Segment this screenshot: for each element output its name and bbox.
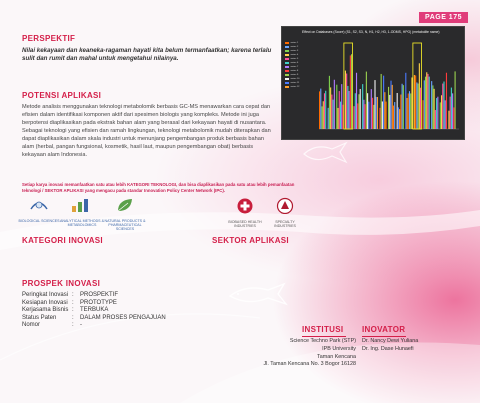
chart-bar [414, 75, 415, 129]
legend-swatch [285, 62, 289, 64]
chart-legend [285, 41, 313, 89]
legend-swatch [285, 82, 289, 84]
inovator-line: Dr. Nancy Dewi Yuliana [362, 338, 419, 344]
prospek-table [22, 292, 166, 330]
chart-bar [383, 76, 384, 129]
inovator-details [362, 338, 418, 354]
chart-bar [336, 85, 337, 129]
legend-entry [285, 77, 313, 81]
chart-bar [400, 95, 401, 129]
legend-swatch [285, 46, 289, 48]
legend-entry [285, 61, 313, 65]
chart-bar [435, 110, 436, 129]
chart-bar [381, 74, 382, 129]
chart-bar [384, 92, 385, 129]
institusi-underline [302, 336, 346, 337]
kategori-title: KATEGORI INOVASI [22, 236, 103, 245]
prospek-value: TERBUKA [80, 307, 109, 313]
category-logo-natural-products [103, 197, 147, 231]
specialty-industry-icon [275, 197, 295, 214]
legend-entry [285, 45, 313, 49]
fish-icon [226, 280, 288, 310]
chart-title: Effect on Databases (Score) (S1, S2, S3, N, H1, H2, H3, 1-ODMS, HPG) (metabolite name) [302, 30, 440, 34]
chart-bar [423, 100, 424, 129]
institusi-line: Science Techno Park (STP) [289, 338, 356, 344]
chart-bar [321, 106, 322, 129]
chart-bar [345, 71, 346, 129]
category-logo-biological [17, 197, 61, 223]
inovator-title: INOVATOR [362, 325, 406, 334]
chart-bar [357, 103, 358, 129]
prospek-key: Nomor [22, 322, 41, 328]
chart-bar [388, 87, 389, 129]
chart-bar [419, 63, 420, 129]
legend-swatch [285, 42, 289, 44]
legend-swatch [285, 74, 289, 76]
chart-bar [455, 71, 456, 129]
chart-bar [349, 91, 350, 129]
institusi-line: Jl. Taman Kencana No. 3 Bogor 16128 [263, 361, 356, 368]
chart-bar [409, 91, 410, 129]
chart-bar [323, 101, 324, 129]
legend-swatch [285, 50, 289, 52]
chart-bar [386, 102, 387, 129]
chart-bar [410, 93, 411, 129]
sector-logo-health [224, 197, 266, 228]
chart-bar [363, 100, 364, 129]
prospek-row [22, 315, 166, 323]
legend-label: series 4 [290, 53, 299, 56]
legend-label: series 11 [290, 81, 300, 84]
chart-bar [331, 95, 332, 129]
chart-bar [436, 98, 437, 129]
chart-bar [341, 84, 342, 129]
prospek-separator: : [72, 292, 74, 298]
chart-bar [441, 95, 442, 129]
prospek-key: Peringkat Inovasi [22, 292, 69, 298]
chart-bar [398, 107, 399, 129]
chart-bar [415, 75, 416, 129]
legend-label: series 12 [290, 85, 300, 88]
category-label: NATURAL PRODUCTS & PHARMACEUTICAL SCIENCES [104, 219, 146, 232]
prospek-separator: : [72, 299, 74, 306]
prospek-value: PROTOTYPE [80, 299, 117, 306]
chart-bar [325, 91, 326, 129]
chart-bar [337, 108, 338, 129]
chart-bar [354, 106, 355, 129]
chart-bar [376, 97, 377, 129]
chart-bar [351, 54, 352, 129]
chart-bar [366, 72, 367, 129]
legend-label: series 1 [290, 41, 299, 44]
chart-bar [379, 108, 380, 129]
category-logo-analytical [60, 197, 104, 227]
chart-bar [397, 93, 398, 129]
chart-bar [328, 108, 329, 129]
legend-label: series 7 [290, 65, 299, 68]
metabolomics-chart-image [281, 26, 465, 140]
chart-bar [350, 55, 351, 129]
prospek-separator: : [72, 314, 74, 321]
prospek-title: PROSPEK INOVASI [22, 279, 101, 288]
chart-bar [334, 80, 335, 129]
inovator-underline [362, 336, 406, 337]
chart-bar [329, 76, 330, 129]
chart-bar [394, 102, 395, 129]
chart-bar [333, 100, 334, 129]
chart-bar [405, 73, 406, 129]
legend-swatch [285, 58, 289, 60]
legend-entry [285, 49, 313, 53]
sector-logo-specialty [264, 197, 306, 228]
chart-bar [360, 89, 361, 129]
legend-swatch [285, 66, 289, 68]
chart-bar [451, 88, 452, 129]
chart-bar [368, 102, 369, 129]
perspektif-title: PERSPEKTIF [22, 34, 76, 43]
chart-bar [445, 100, 446, 129]
prospek-value: PROSPEKTIF [80, 292, 119, 298]
chart-bar [442, 84, 443, 129]
chart-bar [425, 77, 426, 129]
chart-bar [382, 101, 383, 129]
potensi-title: POTENSI APLIKASI [22, 91, 102, 100]
institusi-line: Taman Kencana [317, 353, 356, 360]
chart-bar [411, 77, 412, 129]
legend-entry [285, 81, 313, 85]
chart-bar [320, 89, 321, 129]
prospek-separator: : [72, 322, 74, 328]
chart-bar [453, 107, 454, 129]
legend-label: series 5 [290, 57, 299, 60]
page-number-badge: PAGE 175 [419, 12, 468, 23]
biology-icon [28, 197, 50, 213]
chart-bar [358, 94, 359, 129]
chart-bar [402, 84, 403, 129]
chart-bar [342, 105, 343, 129]
chart-bar [420, 88, 421, 129]
prospek-row [22, 292, 166, 300]
chart-bar [392, 85, 393, 129]
chart-bar [406, 98, 407, 129]
chart-bar [393, 106, 394, 129]
chart-bar [434, 89, 435, 129]
chart-bar [446, 73, 447, 129]
chart-bar [424, 80, 425, 129]
legend-label: series 2 [290, 45, 299, 48]
legend-swatch [285, 78, 289, 80]
chart-bar [448, 111, 449, 129]
chart-bar [418, 84, 419, 129]
chart-bar [362, 84, 363, 129]
legend-entry [285, 65, 313, 69]
fish-icon [300, 140, 348, 166]
chart-bar [330, 87, 331, 129]
inovator-line: Dr. Ing. Dase Hunaefi [362, 345, 414, 352]
legend-entry [285, 53, 313, 57]
chart-bar [390, 81, 391, 129]
prospek-row [22, 322, 166, 330]
chart-bar [356, 73, 357, 129]
prospek-key: Status Paten [22, 314, 57, 321]
legend-swatch [285, 70, 289, 72]
leaf-icon [114, 197, 136, 213]
prospek-key: Kerjasama Bisnis [22, 307, 69, 313]
chart-bar [432, 85, 433, 129]
prospek-row [22, 307, 166, 315]
chart-bar [367, 93, 368, 129]
chart-bar [426, 72, 427, 129]
chart-plot [315, 39, 461, 135]
chart-bar [450, 97, 451, 129]
institusi-title: INSTITUSI [302, 325, 344, 334]
perspektif-quote: Nilai kekayaan dan keaneka-ragaman hayati kita belum termanfaatkan; karena terlalu sulit dan rumit dan mahal untuk mengetahui nilainya. [22, 47, 272, 63]
chart-bar [346, 74, 347, 129]
chart-bar [403, 85, 404, 129]
prospek-row [22, 300, 166, 308]
chart-bar [408, 93, 409, 129]
prospek-value: - [80, 322, 82, 328]
legend-entry [285, 73, 313, 77]
chart-bar [324, 93, 325, 129]
chart-bar [371, 89, 372, 129]
legend-entry [285, 69, 313, 73]
prospek-value: DALAM PROSES PENGAJUAN [80, 314, 166, 321]
prospek-separator: : [72, 307, 74, 313]
chart-bar [389, 95, 390, 129]
institusi-details [250, 338, 356, 369]
chart-bar [340, 102, 341, 129]
chart-bar [429, 77, 430, 129]
chart-bar [452, 93, 453, 129]
chart-bar [355, 93, 356, 129]
chart-bar [319, 91, 320, 129]
sector-label: BIOBASED HEALTH INDUSTRIES [228, 220, 262, 229]
category-note: Setiap karya inovasi memanfaatkan satu atau lebih KATEGORI TEKNOLOGI, dan bisa diaplikasikan pada satu atau lebih pemanfaatan teknologi / SEKTOR APLIKASI yang mengacu pada standar Innovation Policy Center Network (IPC). [22, 182, 295, 193]
legend-label: series 3 [290, 49, 299, 52]
category-label: BIOLOGICAL SCIENCES [18, 219, 60, 223]
chart-bar [399, 109, 400, 129]
sektor-title: SEKTOR APLIKASI [212, 236, 289, 245]
chart-bar [373, 105, 374, 129]
chart-bar [374, 80, 375, 129]
legend-label: series 8 [290, 69, 299, 72]
chart-bar [440, 102, 441, 129]
chart-bar [431, 81, 432, 129]
legend-swatch [285, 54, 289, 56]
health-cross-icon [235, 197, 255, 214]
chart-bar [437, 97, 438, 129]
legend-label: series 10 [290, 77, 300, 80]
chart-bar [377, 97, 378, 129]
potensi-body: Metode analisis menggunakan teknologi metabolomik berbasis GC-MS menawarkan cara cepat dan efisien dalam identifikasi komponen aktif dari spesimen biologis yang kompleks. Metode ini juga berpotensi diaplikasikan pada ekstrak bahan alam yang berasal dari kekayaan hayati di nusantara. Sebagai teknologi yang efisien dan ramah lingkungan, teknologi metabolomik mudah diterapkan dan dapat diaplikasikan dalam skala industri untuk menunjang pengembangan produk berbasis bahan alam (herbal, pangan fungsional, kosmetik, hasil laut, maupun pengembangan obat) berbasis kekayaan alam Indonesia. [22, 104, 271, 158]
legend-entry [285, 57, 313, 61]
prospek-key: Kesiapan Inovasi [22, 299, 68, 306]
chart-bar [372, 98, 373, 129]
legend-label: series 9 [290, 73, 299, 76]
chart-bar [416, 82, 417, 129]
chart-bar [427, 74, 428, 129]
chart-bar [347, 86, 348, 129]
legend-entry [285, 41, 313, 45]
analytics-icon [70, 197, 94, 213]
legend-entry [285, 85, 313, 89]
sector-label: SPECIALTY INDUSTRIES [274, 220, 296, 229]
chart-bar [443, 82, 444, 129]
institusi-line: IPB University [322, 345, 356, 352]
chart-bar [365, 104, 366, 129]
legend-swatch [285, 86, 289, 88]
chart-bar [339, 91, 340, 129]
legend-label: series 6 [290, 61, 299, 64]
category-label: ANALYTICAL METHODS & METABOLOMICS [60, 219, 104, 228]
